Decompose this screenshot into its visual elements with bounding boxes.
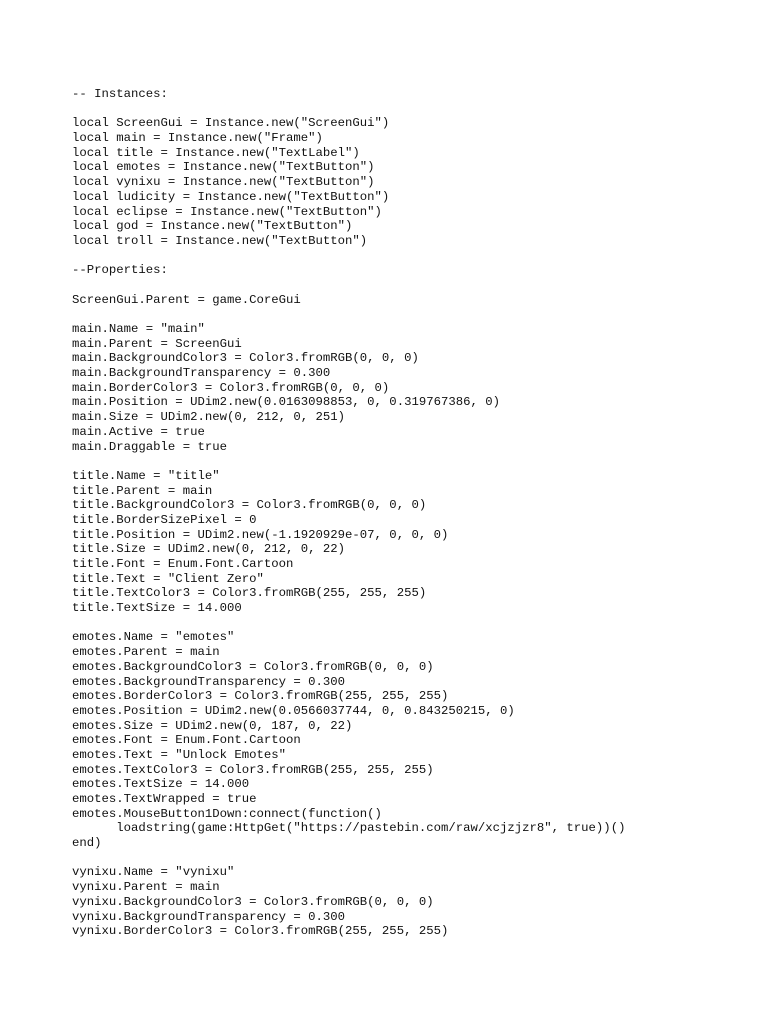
code-line: local emotes = Instance.new("TextButton"): [72, 160, 375, 175]
code-line: local ludicity = Instance.new("TextButton"): [72, 189, 390, 204]
code-line: [72, 307, 762, 322]
code-line: main.BackgroundColor3 = Color3.fromRGB(0, 0, 0): [72, 351, 419, 366]
code-line: [72, 454, 762, 469]
code-line: emotes.Size = UDim2.new(0, 187, 0, 22): [72, 718, 353, 733]
code-line: title.Parent = main: [72, 483, 213, 498]
code-line: local title = Instance.new("TextLabel"): [72, 145, 360, 160]
code-line: local vynixu = Instance.new("TextButton"): [72, 175, 375, 190]
code-line: emotes.MouseButton1Down:connect(function(): [72, 806, 382, 821]
code-line: emotes.TextColor3 = Color3.fromRGB(255, 255, 255): [72, 762, 434, 777]
code-line: emotes.Font = Enum.Font.Cartoon: [72, 733, 301, 748]
code-line: emotes.Name = "emotes": [72, 630, 235, 645]
code-line: [72, 249, 762, 264]
code-line: main.Size = UDim2.new(0, 212, 0, 251): [72, 410, 346, 425]
code-line: loadstring(game:HttpGet("https://pastebin.com/raw/xcjzjzr8", true))(): [72, 821, 626, 836]
code-line: title.Text = "Client Zero": [72, 571, 264, 586]
code-line: [72, 278, 762, 293]
code-line: --Properties:: [72, 263, 168, 278]
code-line: title.Size = UDim2.new(0, 212, 0, 22): [72, 542, 346, 557]
code-line: title.TextSize = 14.000: [72, 601, 242, 616]
code-line: vynixu.BackgroundTransparency = 0.300: [72, 909, 346, 924]
code-line: main.Draggable = true: [72, 439, 227, 454]
code-line: emotes.Text = "Unlock Emotes": [72, 747, 287, 762]
code-listing: [72, 87, 762, 939]
code-line: title.Font = Enum.Font.Cartoon: [72, 557, 294, 571]
code-line: end): [72, 836, 102, 851]
code-line: title.Position = UDim2.new(-1.1920929e-07, 0, 0, 0): [72, 527, 449, 542]
code-line: emotes.Position = UDim2.new(0.0566037744, 0, 0.843250215, 0): [72, 703, 515, 718]
code-line: local god = Instance.new("TextButton"): [72, 219, 353, 234]
code-line: [72, 851, 762, 866]
code-line: title.BorderSizePixel = 0: [72, 512, 257, 527]
code-line: title.Name = "title": [72, 468, 220, 483]
code-line: [72, 616, 762, 631]
code-line: ScreenGui.Parent = game.CoreGui: [72, 292, 301, 307]
code-line: vynixu.Name = "vynixu": [72, 865, 235, 880]
code-line: local eclipse = Instance.new("TextButton"): [72, 204, 382, 219]
code-line: [72, 102, 762, 117]
code-line: title.TextColor3 = Color3.fromRGB(255, 255, 255): [72, 586, 427, 601]
code-line: main.BackgroundTransparency = 0.300: [72, 366, 331, 381]
code-line: emotes.BackgroundColor3 = Color3.fromRGB(0, 0, 0): [72, 659, 434, 674]
code-line: vynixu.BackgroundColor3 = Color3.fromRGB(0, 0, 0): [72, 894, 434, 909]
code-line: main.Position = UDim2.new(0.0163098853, 0, 0.319767386, 0): [72, 395, 501, 410]
code-line: -- Instances:: [72, 87, 168, 101]
code-line: local main = Instance.new("Frame"): [72, 131, 323, 146]
code-line: main.Active = true: [72, 424, 205, 439]
code-line: main.Parent = ScreenGui: [72, 336, 242, 351]
code-line: main.Name = "main": [72, 322, 205, 336]
code-line: emotes.Parent = main: [72, 645, 220, 660]
code-line: emotes.BackgroundTransparency = 0.300: [72, 674, 346, 689]
code-line: vynixu.Parent = main: [72, 880, 220, 895]
code-line: emotes.TextSize = 14.000: [72, 777, 250, 792]
code-line: main.BorderColor3 = Color3.fromRGB(0, 0, 0): [72, 380, 390, 395]
code-line: emotes.BorderColor3 = Color3.fromRGB(255, 255, 255): [72, 689, 449, 704]
code-line: title.BackgroundColor3 = Color3.fromRGB(0, 0, 0): [72, 498, 427, 513]
code-line: vynixu.BorderColor3 = Color3.fromRGB(255, 255, 255): [72, 924, 449, 939]
code-line: emotes.TextWrapped = true: [72, 792, 257, 806]
code-line: local troll = Instance.new("TextButton"): [72, 233, 368, 248]
code-line: local ScreenGui = Instance.new("ScreenGui"): [72, 116, 390, 131]
